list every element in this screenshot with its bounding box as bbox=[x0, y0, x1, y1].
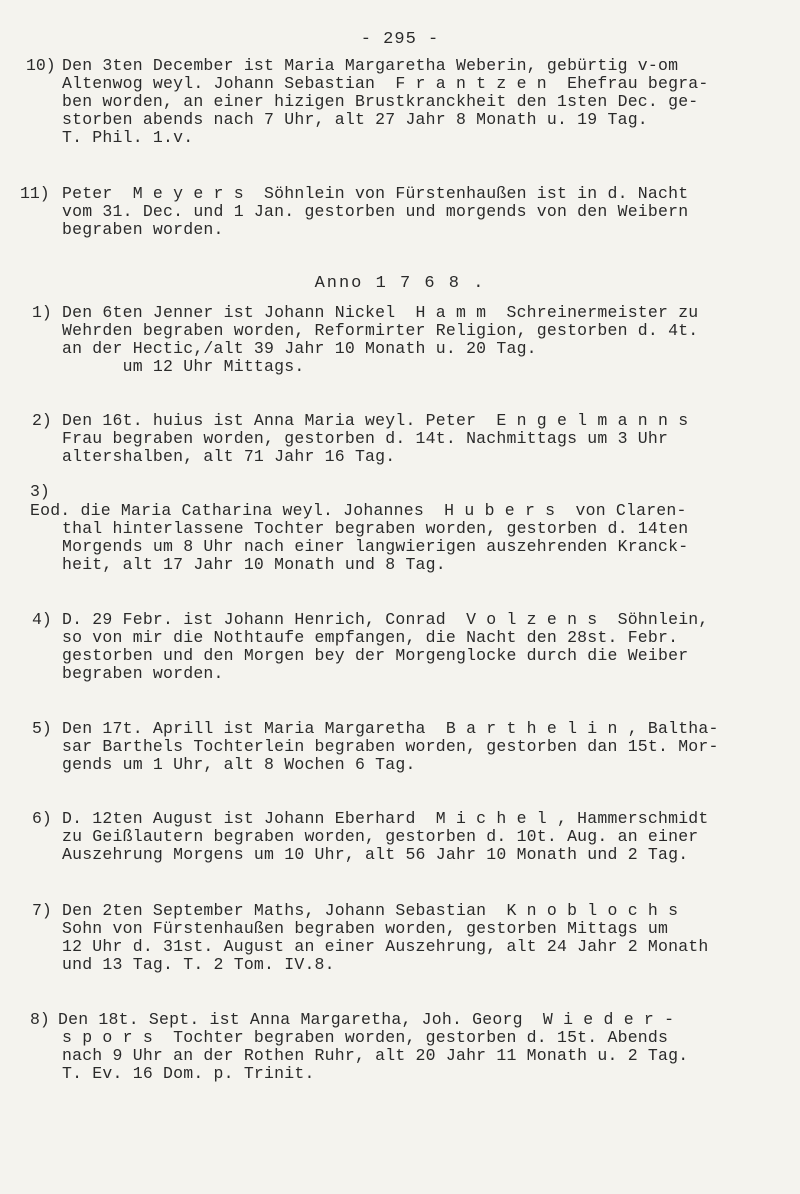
entry-line: thal hinterlassene Tochter begraben worden, gestorben d. 14ten bbox=[62, 519, 689, 538]
entry-line: Den 16t. huius ist Anna Maria weyl. Peter E n g e l m a n n s bbox=[62, 411, 689, 430]
entry-line: Den 18t. Sept. ist Anna Margaretha, Joh. Georg W i e d e r - bbox=[58, 1010, 675, 1029]
entry-number: 8) bbox=[30, 1010, 50, 1029]
entry-number: 2) bbox=[32, 411, 52, 430]
entry-line: nach 9 Uhr an der Rothen Ruhr, alt 20 Jahr 11 Monath u. 2 Tag. bbox=[62, 1046, 689, 1065]
page-number: - 295 - bbox=[360, 30, 440, 49]
entry-line: Den 6ten Jenner ist Johann Nickel H a m m Schreinermeister zu bbox=[62, 303, 699, 322]
entry-line: Den 2ten September Maths, Johann Sebastian K n o b l o c h s bbox=[62, 901, 679, 920]
entry-line: Den 3ten December ist Maria Margaretha Weberin, gebürtig v-om bbox=[62, 56, 679, 75]
entry-line: Den 17t. Aprill ist Maria Margaretha B a r t h e l i n , Baltha- bbox=[62, 719, 719, 738]
entry-line: Frau begraben worden, gestorben d. 14t. Nachmittags um 3 Uhr bbox=[62, 429, 669, 448]
entry-line: begraben worden. bbox=[62, 220, 224, 239]
entry-line: Sohn von Fürstenhaußen begraben worden, gestorben Mittags um bbox=[62, 919, 669, 938]
entry-line: D. 12ten August ist Johann Eberhard M i c h e l , Hammerschmidt bbox=[62, 809, 709, 828]
entry-line: Peter M e y e r s Söhnlein von Fürstenhaußen ist in d. Nacht bbox=[62, 184, 689, 203]
entry-line: Auszehrung Morgens um 10 Uhr, alt 56 Jahr 10 Monath und 2 Tag. bbox=[62, 845, 689, 864]
entry-line: und 13 Tag. T. 2 Tom. IV.8. bbox=[62, 955, 335, 974]
entry-line: T. Ev. 16 Dom. p. Trinit. bbox=[62, 1064, 315, 1083]
entry-line: heit, alt 17 Jahr 10 Monath und 8 Tag. bbox=[62, 555, 446, 574]
entry-line: vom 31. Dec. und 1 Jan. gestorben und morgends von den Weibern bbox=[62, 202, 689, 221]
entry-number: 3) bbox=[30, 482, 50, 501]
entry-line: gestorben und den Morgen bey der Morgenglocke durch die Weiber bbox=[62, 646, 689, 665]
entry-number: 10) bbox=[26, 56, 56, 75]
entry-number: 7) bbox=[32, 901, 52, 920]
entry-line: ben worden, an einer hizigen Brustkranckheit den 1sten Dec. ge- bbox=[62, 92, 699, 111]
entry-line: begraben worden. bbox=[62, 664, 224, 683]
entry-number: 4) bbox=[32, 610, 52, 629]
entry-line: altershalben, alt 71 Jahr 16 Tag. bbox=[62, 447, 396, 466]
entry-line: sar Barthels Tochterlein begraben worden, gestorben dan 15t. Mor- bbox=[62, 737, 719, 756]
entry-line: 12 Uhr d. 31st. August an einer Auszehrung, alt 24 Jahr 2 Monath bbox=[62, 937, 709, 956]
entry-number: 11) bbox=[20, 184, 50, 203]
year-heading: Anno 1 7 6 8 . bbox=[314, 274, 486, 293]
entry-line: Morgends um 8 Uhr nach einer langwierigen auszehrenden Kranck- bbox=[62, 537, 689, 556]
entry-line: um 12 Uhr Mittags. bbox=[62, 357, 305, 376]
entry-line: Wehrden begraben worden, Reformirter Religion, gestorben d. 4t. bbox=[62, 321, 699, 340]
entry-line: s p o r s Tochter begraben worden, gestorben d. 15t. Abends bbox=[62, 1028, 669, 1047]
entry-line: gends um 1 Uhr, alt 8 Wochen 6 Tag. bbox=[62, 755, 416, 774]
entry-line: Altenwog weyl. Johann Sebastian F r a n t z e n Ehefrau begra- bbox=[62, 74, 709, 93]
entry-number: 1) bbox=[32, 303, 52, 322]
entry-line: D. 29 Febr. ist Johann Henrich, Conrad V o l z e n s Söhnlein, bbox=[62, 610, 709, 629]
entry-line: T. Phil. 1.v. bbox=[62, 128, 194, 147]
entry-line: an der Hectic,/alt 39 Jahr 10 Monath u. 20 Tag. bbox=[62, 339, 537, 358]
entry-number: 5) bbox=[32, 719, 52, 738]
entry-line: storben abends nach 7 Uhr, alt 27 Jahr 8 Monath u. 19 Tag. bbox=[62, 110, 648, 129]
entry-line: so von mir die Nothtaufe empfangen, die Nacht den 28st. Febr. bbox=[62, 628, 679, 647]
entry-line: zu Geißlautern begraben worden, gestorben d. 10t. Aug. an einer bbox=[62, 827, 699, 846]
entry-line: Eod. die Maria Catharina weyl. Johannes H u b e r s von Claren- bbox=[30, 501, 687, 520]
entry-number: 6) bbox=[32, 809, 52, 828]
